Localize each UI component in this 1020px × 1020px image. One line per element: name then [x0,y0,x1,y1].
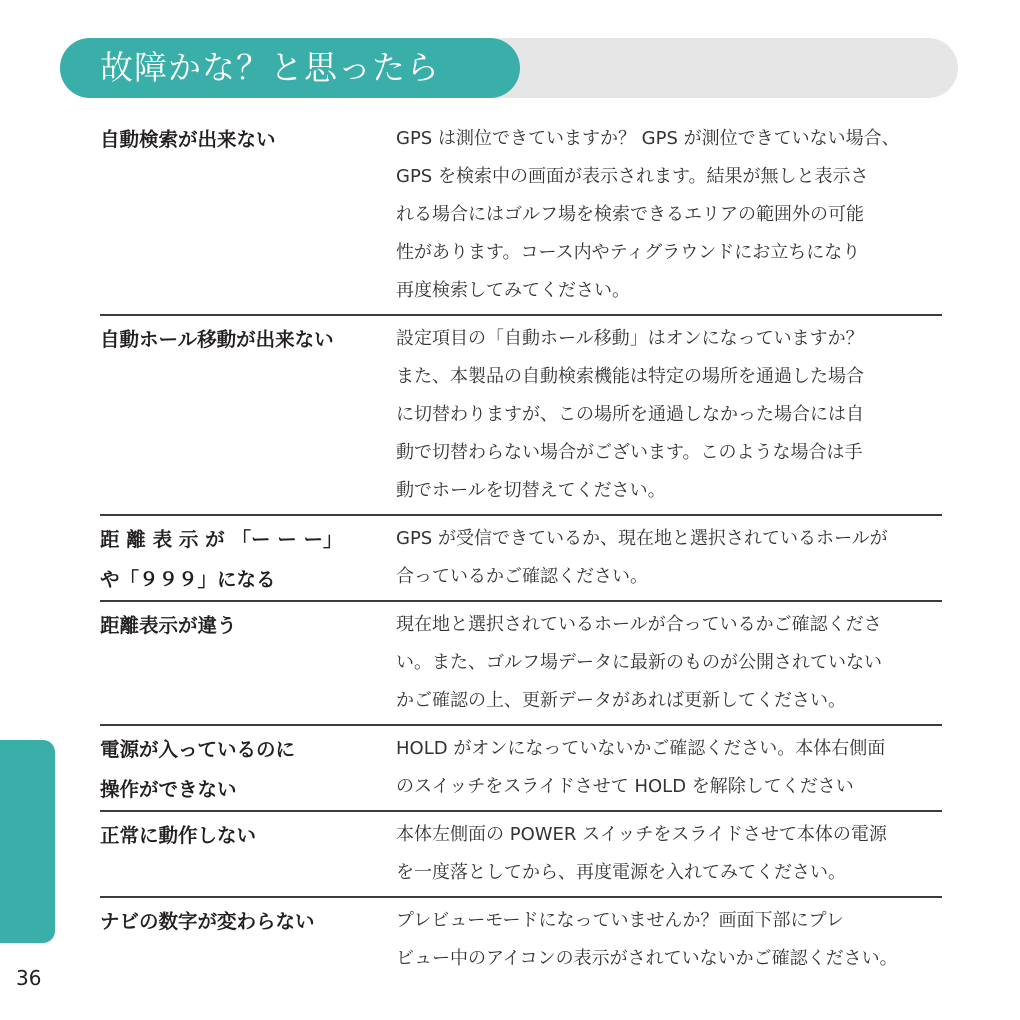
answer-line: れる場合にはゴルフ場を検索できるエリアの範囲外の可能 [396,204,864,225]
faq-question: 距 離 表 示 が 「ー ー ー」 や「９９９」になる [100,528,343,591]
faq-answer [396,606,942,724]
answer-line: 性があります。コース内やティグラウンドにお立ちになり [396,242,861,263]
faq-answer [396,816,942,896]
answer-line: 動でホールを切替えてください。 [396,480,666,501]
faq-row [100,726,942,812]
faq-row [100,602,942,726]
answer-line: GPS は測位できていますか？ GPS が測位できていない場合、 [396,128,900,149]
page-number: 36 [16,966,42,990]
faq-question: 電源が入っているのに 操作ができない [100,738,296,801]
answer-line: のスイッチをスライドさせて HOLD を解除してください [396,776,854,797]
answer-line: に切替わりますが、この場所を通過しなかった場合には自 [396,404,864,425]
faq-answer [396,520,942,600]
faq-question: 自動ホール移動が出来ない [100,328,334,351]
answer-line: 再度検索してみてください。 [396,280,630,301]
faq-answer [396,120,942,314]
faq-row [100,898,942,982]
answer-line: 本体左側面の POWER スイッチをスライドさせて本体の電源 [396,824,887,845]
faq-row [100,116,942,316]
faq-table [100,116,942,982]
faq-answer [396,902,942,982]
faq-row [100,812,942,898]
answer-line: 動で切替わらない場合がございます。このような場合は手 [396,442,863,463]
answer-line: 合っているかご確認ください。 [396,566,648,587]
answer-line: プレビューモードになっていませんか？画面下部にプレ [396,910,844,931]
answer-line: GPS が受信できているか、現在地と選択されているホールが [396,528,888,549]
answer-line: また、本製品の自動検索機能は特定の場所を通過した場合 [396,366,864,387]
faq-question: 自動検索が出来ない [100,128,276,151]
answer-line: 現在地と選択されているホールが合っているかご確認くださ [396,614,882,635]
faq-row [100,516,942,602]
answer-line: かご確認の上、更新データがあれば更新してください。 [396,690,846,711]
faq-question: 距離表示が違う [100,614,237,637]
answer-line: 設定項目の「自動ホール移動」はオンになっていますか？ [396,328,864,349]
answer-line: ビュー中のアイコンの表示がされていないかご確認ください。 [396,948,898,969]
faq-question: ナビの数字が変わらない [100,910,315,933]
answer-line: を一度落としてから、再度電源を入れてみてください。 [396,862,846,883]
answer-line: い。また、ゴルフ場データに最新のものが公開されていない [396,652,882,673]
answer-line: HOLD がオンになっていないかご確認ください。本体右側面 [396,738,886,759]
faq-row [100,316,942,516]
faq-answer [396,320,942,514]
faq-question: 正常に動作しない [100,824,257,847]
answer-line: GPS を検索中の画面が表示されます。結果が無しと表示さ [396,166,869,187]
section-side-tab [0,740,55,943]
faq-answer [396,730,942,810]
page-title: 故障かな？と思ったら [100,48,440,87]
